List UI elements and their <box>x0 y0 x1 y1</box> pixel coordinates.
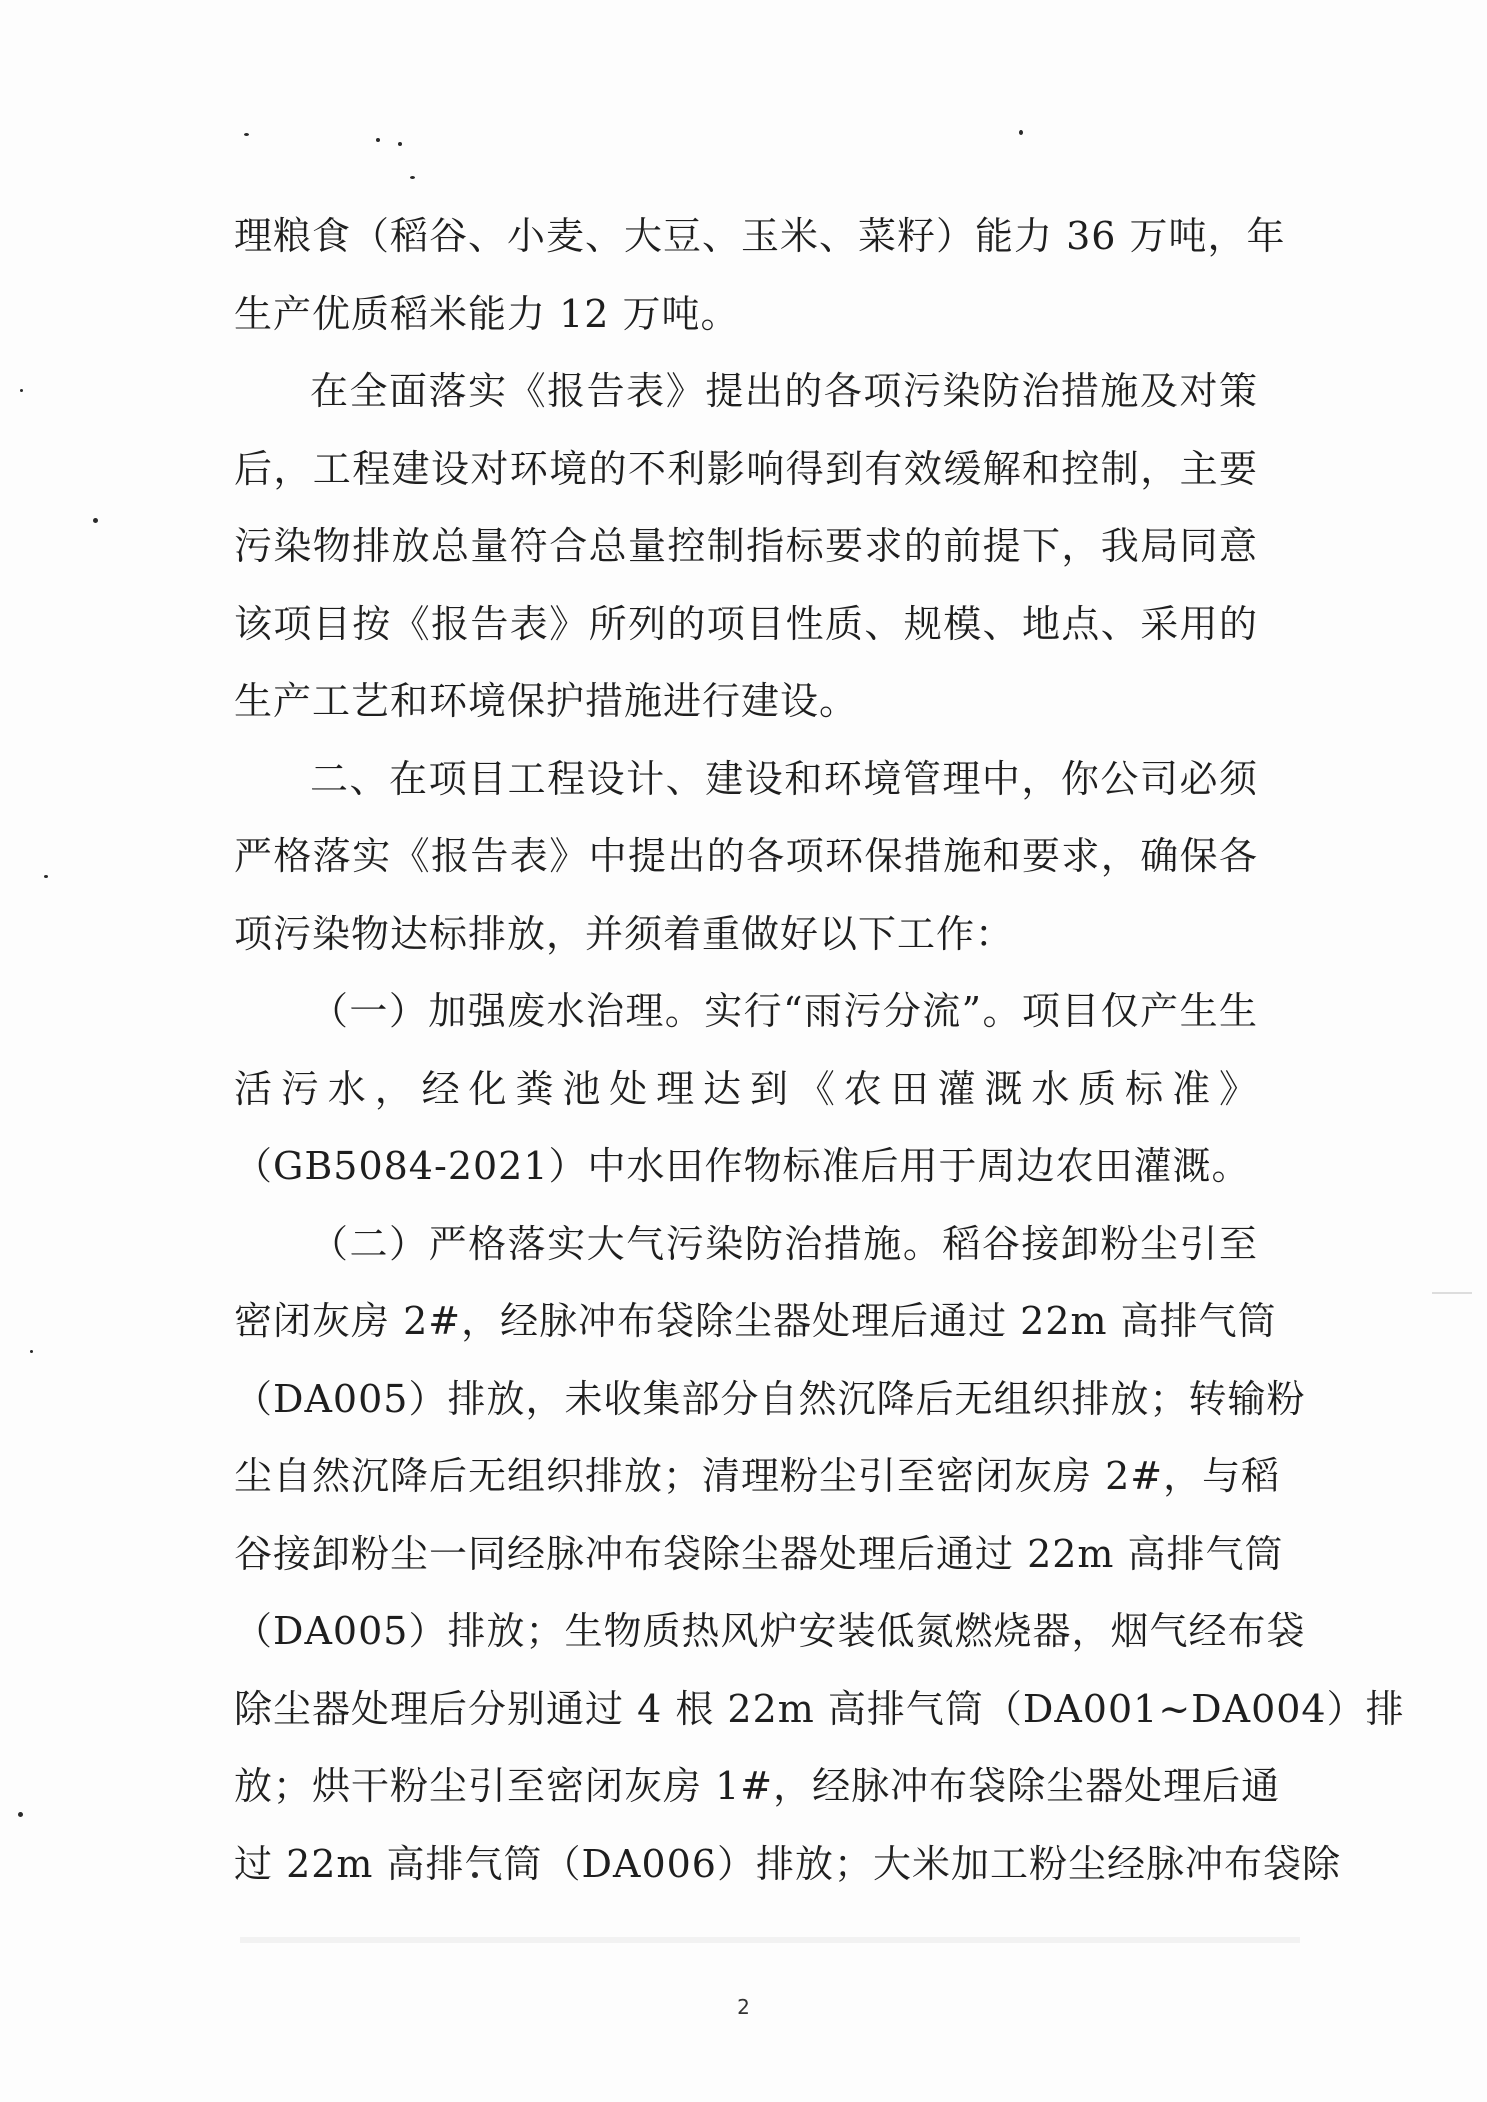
paragraph-start-line: 二、在项目工程设计、建设和环境管理中，你公司必须 <box>310 756 1258 801</box>
paragraph-start-line: （一）加强废水治理。实行“雨污分流”。项目仅产生生 <box>310 989 1258 1033</box>
text-line: 谷接卸粉尘一同经脉冲布袋除尘器处理后通过 22m 高排气筒 <box>234 1531 1284 1576</box>
scan-streak <box>240 1937 1300 1943</box>
scan-streak <box>1432 1292 1472 1294</box>
scan-speck <box>1019 130 1023 135</box>
scan-speck <box>18 1812 23 1817</box>
text-line: 过 22m 高排气筒（DA006）排放；大米加工粉尘经脉冲布袋除 <box>234 1841 1341 1886</box>
scan-speck <box>376 138 380 142</box>
paragraph-start-line: 在全面落实《报告表》提出的各项污染防治措施及对策 <box>310 369 1258 413</box>
text-line: 理粮食（稻谷、小麦、大豆、玉米、菜籽）能力 36 万吨，年 <box>234 214 1286 258</box>
scan-speck <box>44 875 48 878</box>
scan-speck <box>93 518 98 523</box>
scan-speck <box>244 133 249 136</box>
text-line: 该项目按《报告表》所列的项目性质、规模、地点、采用的 <box>234 601 1258 646</box>
text-line: （GB5084-2021）中水田作物标准后用于周边农田灌溉。 <box>234 1144 1251 1188</box>
text-line: 污染物排放总量符合总量控制指标要求的前提下，我局同意 <box>234 524 1258 568</box>
text-line: （DA005）排放，未收集部分自然沉降后无组织排放；转输粉 <box>234 1376 1306 1421</box>
page-number: 2 <box>737 1995 750 2019</box>
text-line: 生产优质稻米能力 12 万吨。 <box>234 291 740 336</box>
paragraph-start-line: （二）严格落实大气污染防治措施。稻谷接卸粉尘引至 <box>310 1221 1258 1266</box>
text-line: 生产工艺和环境保护措施进行建设。 <box>234 679 859 723</box>
text-line: （DA005）排放；生物质热风炉安装低氮燃烧器，烟气经布袋 <box>234 1609 1306 1653</box>
text-line: 项污染物达标排放，并须着重做好以下工作： <box>234 911 1015 956</box>
text-line: 活污水，经化粪池处理达到《农田灌溉水质标准》 <box>234 1066 1258 1111</box>
scan-speck <box>410 176 415 179</box>
scan-speck <box>20 389 23 392</box>
text-line: 密闭灰房 2#，经脉冲布袋除尘器处理后通过 22m 高排气筒 <box>234 1299 1277 1343</box>
text-line: 严格落实《报告表》中提出的各项环保措施和要求，确保各 <box>234 834 1258 878</box>
text-line: 除尘器处理后分别通过 4 根 22m 高排气筒（DA001~DA004）排 <box>234 1686 1405 1731</box>
document-body <box>234 198 1405 1903</box>
text-line: 放；烘干粉尘引至密闭灰房 1#，经脉冲布袋除尘器处理后通 <box>234 1764 1281 1808</box>
scan-speck <box>30 1350 33 1353</box>
text-line: 后，工程建设对环境的不利影响得到有效缓解和控制，主要 <box>234 446 1258 491</box>
text-line: 尘自然沉降后无组织排放；清理粉尘引至密闭灰房 2#，与稻 <box>234 1454 1281 1498</box>
scan-speck <box>398 142 402 146</box>
